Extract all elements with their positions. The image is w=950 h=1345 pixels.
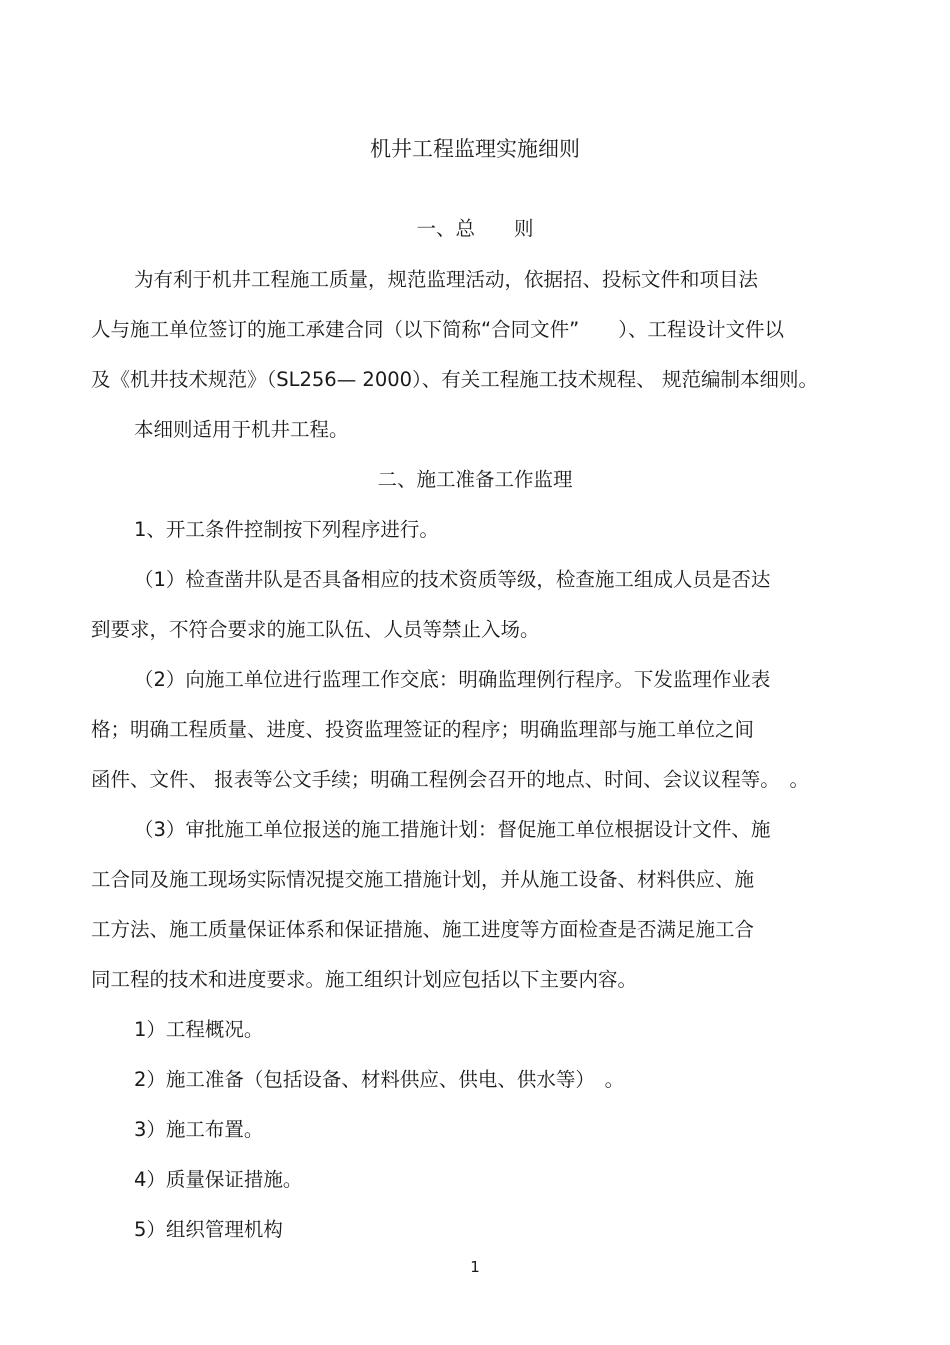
list-item: 2）施工准备（包括设备、材料供应、供电、供水等） 。 (134, 1068, 625, 1091)
paragraph-line: 及《机井技术规范》（SL256— 2000）、有关工程施工技术规程、 规范编制本细则。 (91, 368, 818, 391)
numbered-item: 1、开工条件控制按下列程序进行。 (134, 518, 439, 541)
paragraph-line: 格；明确工程质量、进度、投资监理签证的程序；明确监理部与施工单位之间 (91, 718, 755, 741)
paragraph-line: 工方法、施工质量保证体系和保证措施、施工进度等方面检查是否满足施工合 (91, 918, 755, 941)
paragraph-line: 人与施工单位签订的施工承建合同（以下简称“合同文件” ）、工程设计文件以 (91, 318, 784, 341)
paragraph-line: 为有利于机井工程施工质量，规范监理活动，依据招、投标文件和项目法 (134, 268, 759, 291)
page-number: 1 (470, 1258, 480, 1276)
list-item: 4）质量保证措施。 (134, 1168, 303, 1191)
paragraph-line: （1）检查凿井队是否具备相应的技术资质等级，检查施工组成人员是否达 (134, 568, 771, 591)
paragraph-line: 函件、文件、 报表等公文手续；明确工程例会召开的地点、时间、会议议程等。 。 (91, 768, 809, 791)
list-item: 1）工程概况。 (134, 1018, 264, 1041)
paragraph-line: 本细则适用于机井工程。 (134, 418, 349, 441)
list-item: 5）组织管理机构 (134, 1218, 283, 1241)
paragraph-line: 同工程的技术和进度要求。施工组织计划应包括以下主要内容。 (91, 968, 638, 991)
document-title: 机井工程监理实施细则 (370, 137, 580, 161)
paragraph-line: （3）审批施工单位报送的施工措施计划：督促施工单位根据设计文件、施 (134, 818, 771, 841)
section-heading-general: 一、总 则 (416, 217, 534, 240)
list-item: 3）施工布置。 (134, 1118, 264, 1141)
section-heading-preparation: 二、施工准备工作监理 (377, 468, 573, 491)
paragraph-line: 到要求，不符合要求的施工队伍、人员等禁止入场。 (91, 618, 540, 641)
paragraph-line: （2）向施工单位进行监理工作交底：明确监理例行程序。下发监理作业表 (134, 668, 771, 691)
paragraph-line: 工合同及施工现场实际情况提交施工措施计划，并从施工设备、材料供应、施 (91, 868, 755, 891)
